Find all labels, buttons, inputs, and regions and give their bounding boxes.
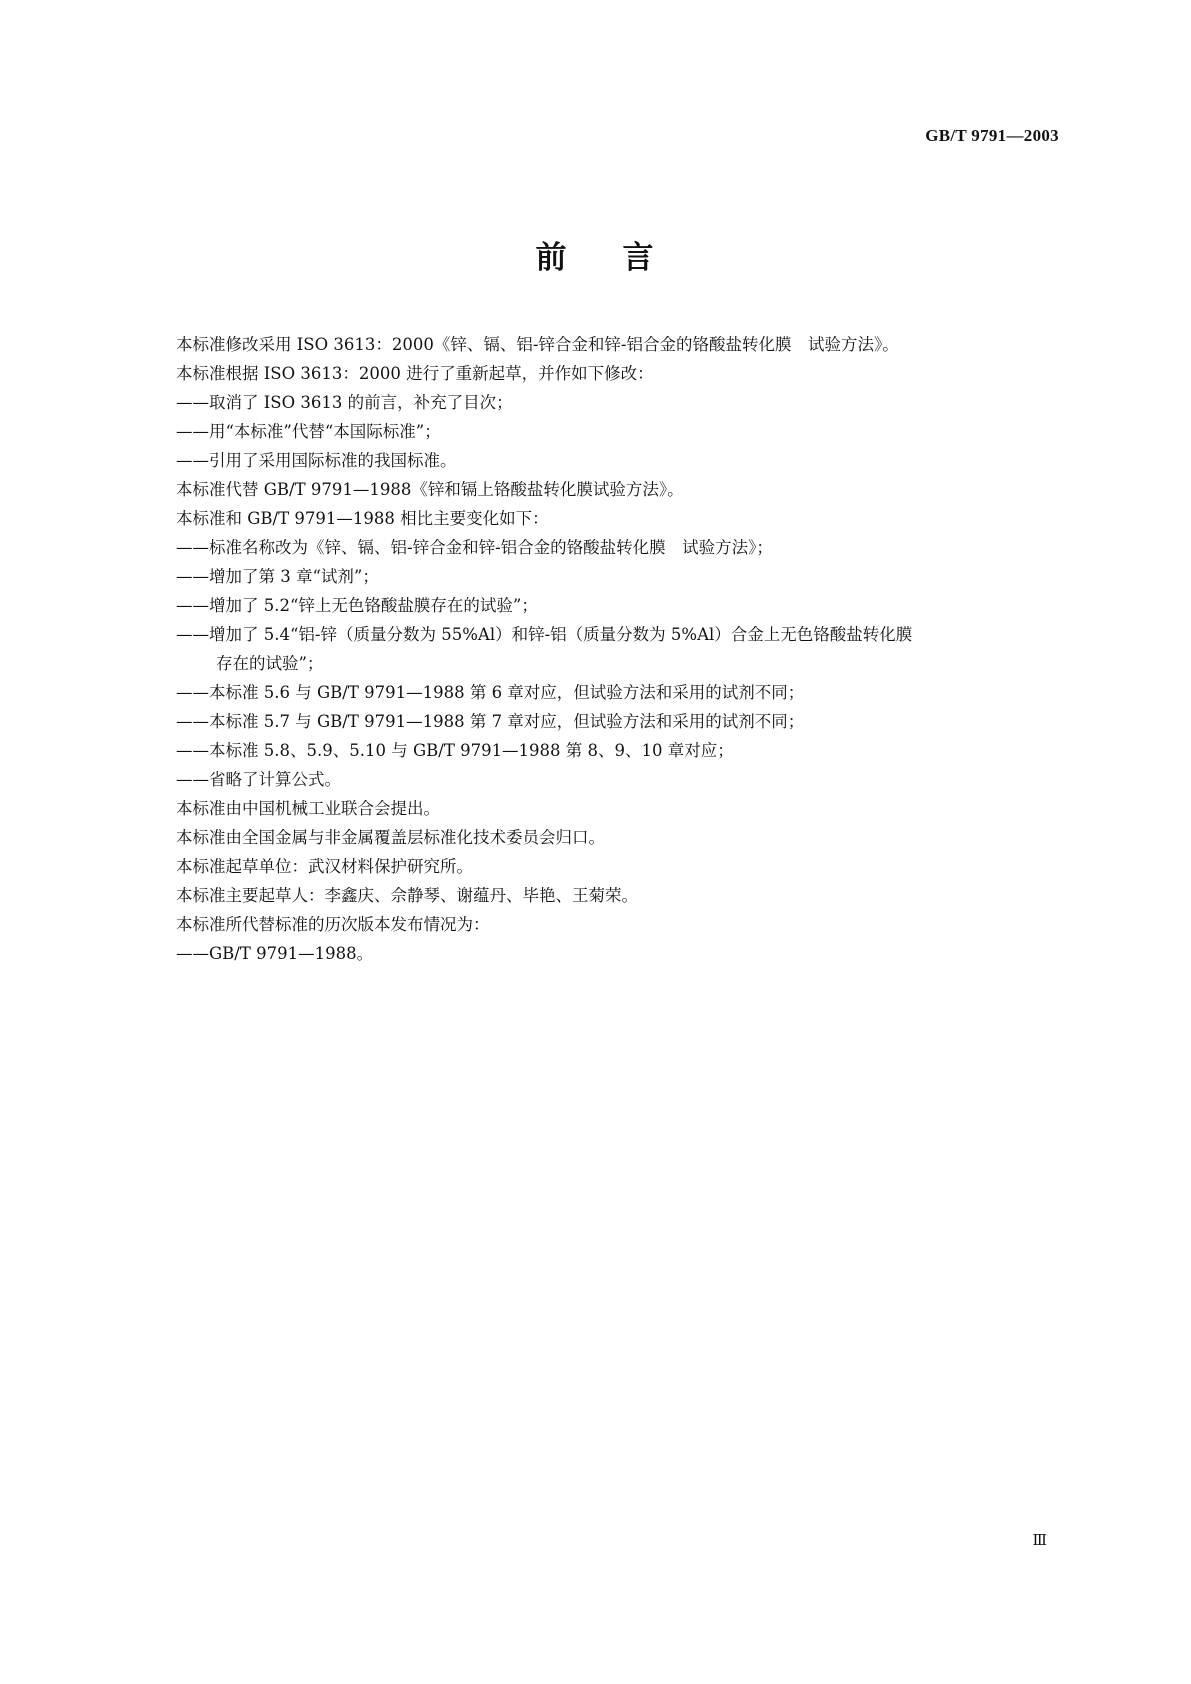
paragraph: 本标准根据 ISO 3613：2000 进行了重新起草，并作如下修改：	[176, 364, 654, 383]
paragraph: 本标准所代替标准的历次版本发布情况为：	[176, 915, 490, 934]
list-item: ——GB/T 9791—1988。	[176, 944, 374, 963]
list-item: ——标准名称改为《锌、镉、铝-锌合金和锌-铝合金的铬酸盐转化膜 试验方法》；	[176, 538, 773, 557]
list-item: ——本标准 5.8、5.9、5.10 与 GB/T 9791—1988 第 8、9、10 章对应；	[176, 741, 734, 760]
list-item: ——增加了第 3 章“试剂”；	[176, 567, 379, 586]
list-item: ——本标准 5.7 与 GB/T 9791—1988 第 7 章对应，但试验方法和采用的试剂不同；	[176, 712, 805, 731]
list-item-continuation: 存在的试验”；	[216, 654, 324, 673]
list-item: ——增加了 5.4“铝-锌（质量分数为 55%Al）和锌-铝（质量分数为 5%Al）合金上无色铬酸盐转化膜	[176, 625, 913, 644]
paragraph: 本标准主要起草人：李鑫庆、佘静琴、谢蕴丹、毕艳、王菊荣。	[176, 886, 638, 905]
paragraph: 本标准由全国金属与非金属覆盖层标准化技术委员会归口。	[176, 828, 605, 847]
paragraph: 本标准由中国机械工业联合会提出。	[176, 799, 440, 818]
page-number: Ⅲ	[1032, 1533, 1047, 1549]
foreword-body	[176, 330, 1076, 968]
list-item: ——本标准 5.6 与 GB/T 9791—1988 第 6 章对应，但试验方法和采用的试剂不同；	[176, 683, 805, 702]
page-title	[0, 232, 1191, 277]
list-item: ——增加了 5.2“锌上无色铬酸盐膜存在的试验”；	[176, 596, 538, 615]
paragraph: 本标准修改采用 ISO 3613：2000《锌、镉、铝-锌合金和锌-铝合金的铬酸盐转化膜 试验方法》。	[176, 335, 899, 354]
paragraph: 本标准代替 GB/T 9791—1988《锌和镉上铬酸盐转化膜试验方法》。	[176, 480, 684, 499]
title-char-2: 言	[622, 240, 656, 276]
paragraph: 本标准和 GB/T 9791—1988 相比主要变化如下：	[176, 509, 549, 528]
list-item: ——取消了 ISO 3613 的前言，补充了目次；	[176, 393, 513, 412]
title-char-1: 前	[535, 240, 569, 276]
list-item: ——用“本标准”代替“本国际标准”；	[176, 422, 441, 441]
paragraph: 本标准起草单位：武汉材料保护研究所。	[176, 857, 473, 876]
list-item: ——引用了采用国际标准的我国标准。	[176, 451, 457, 470]
list-item: ——省略了计算公式。	[176, 770, 341, 789]
standard-code: GB/T 9791—2003	[925, 126, 1059, 145]
